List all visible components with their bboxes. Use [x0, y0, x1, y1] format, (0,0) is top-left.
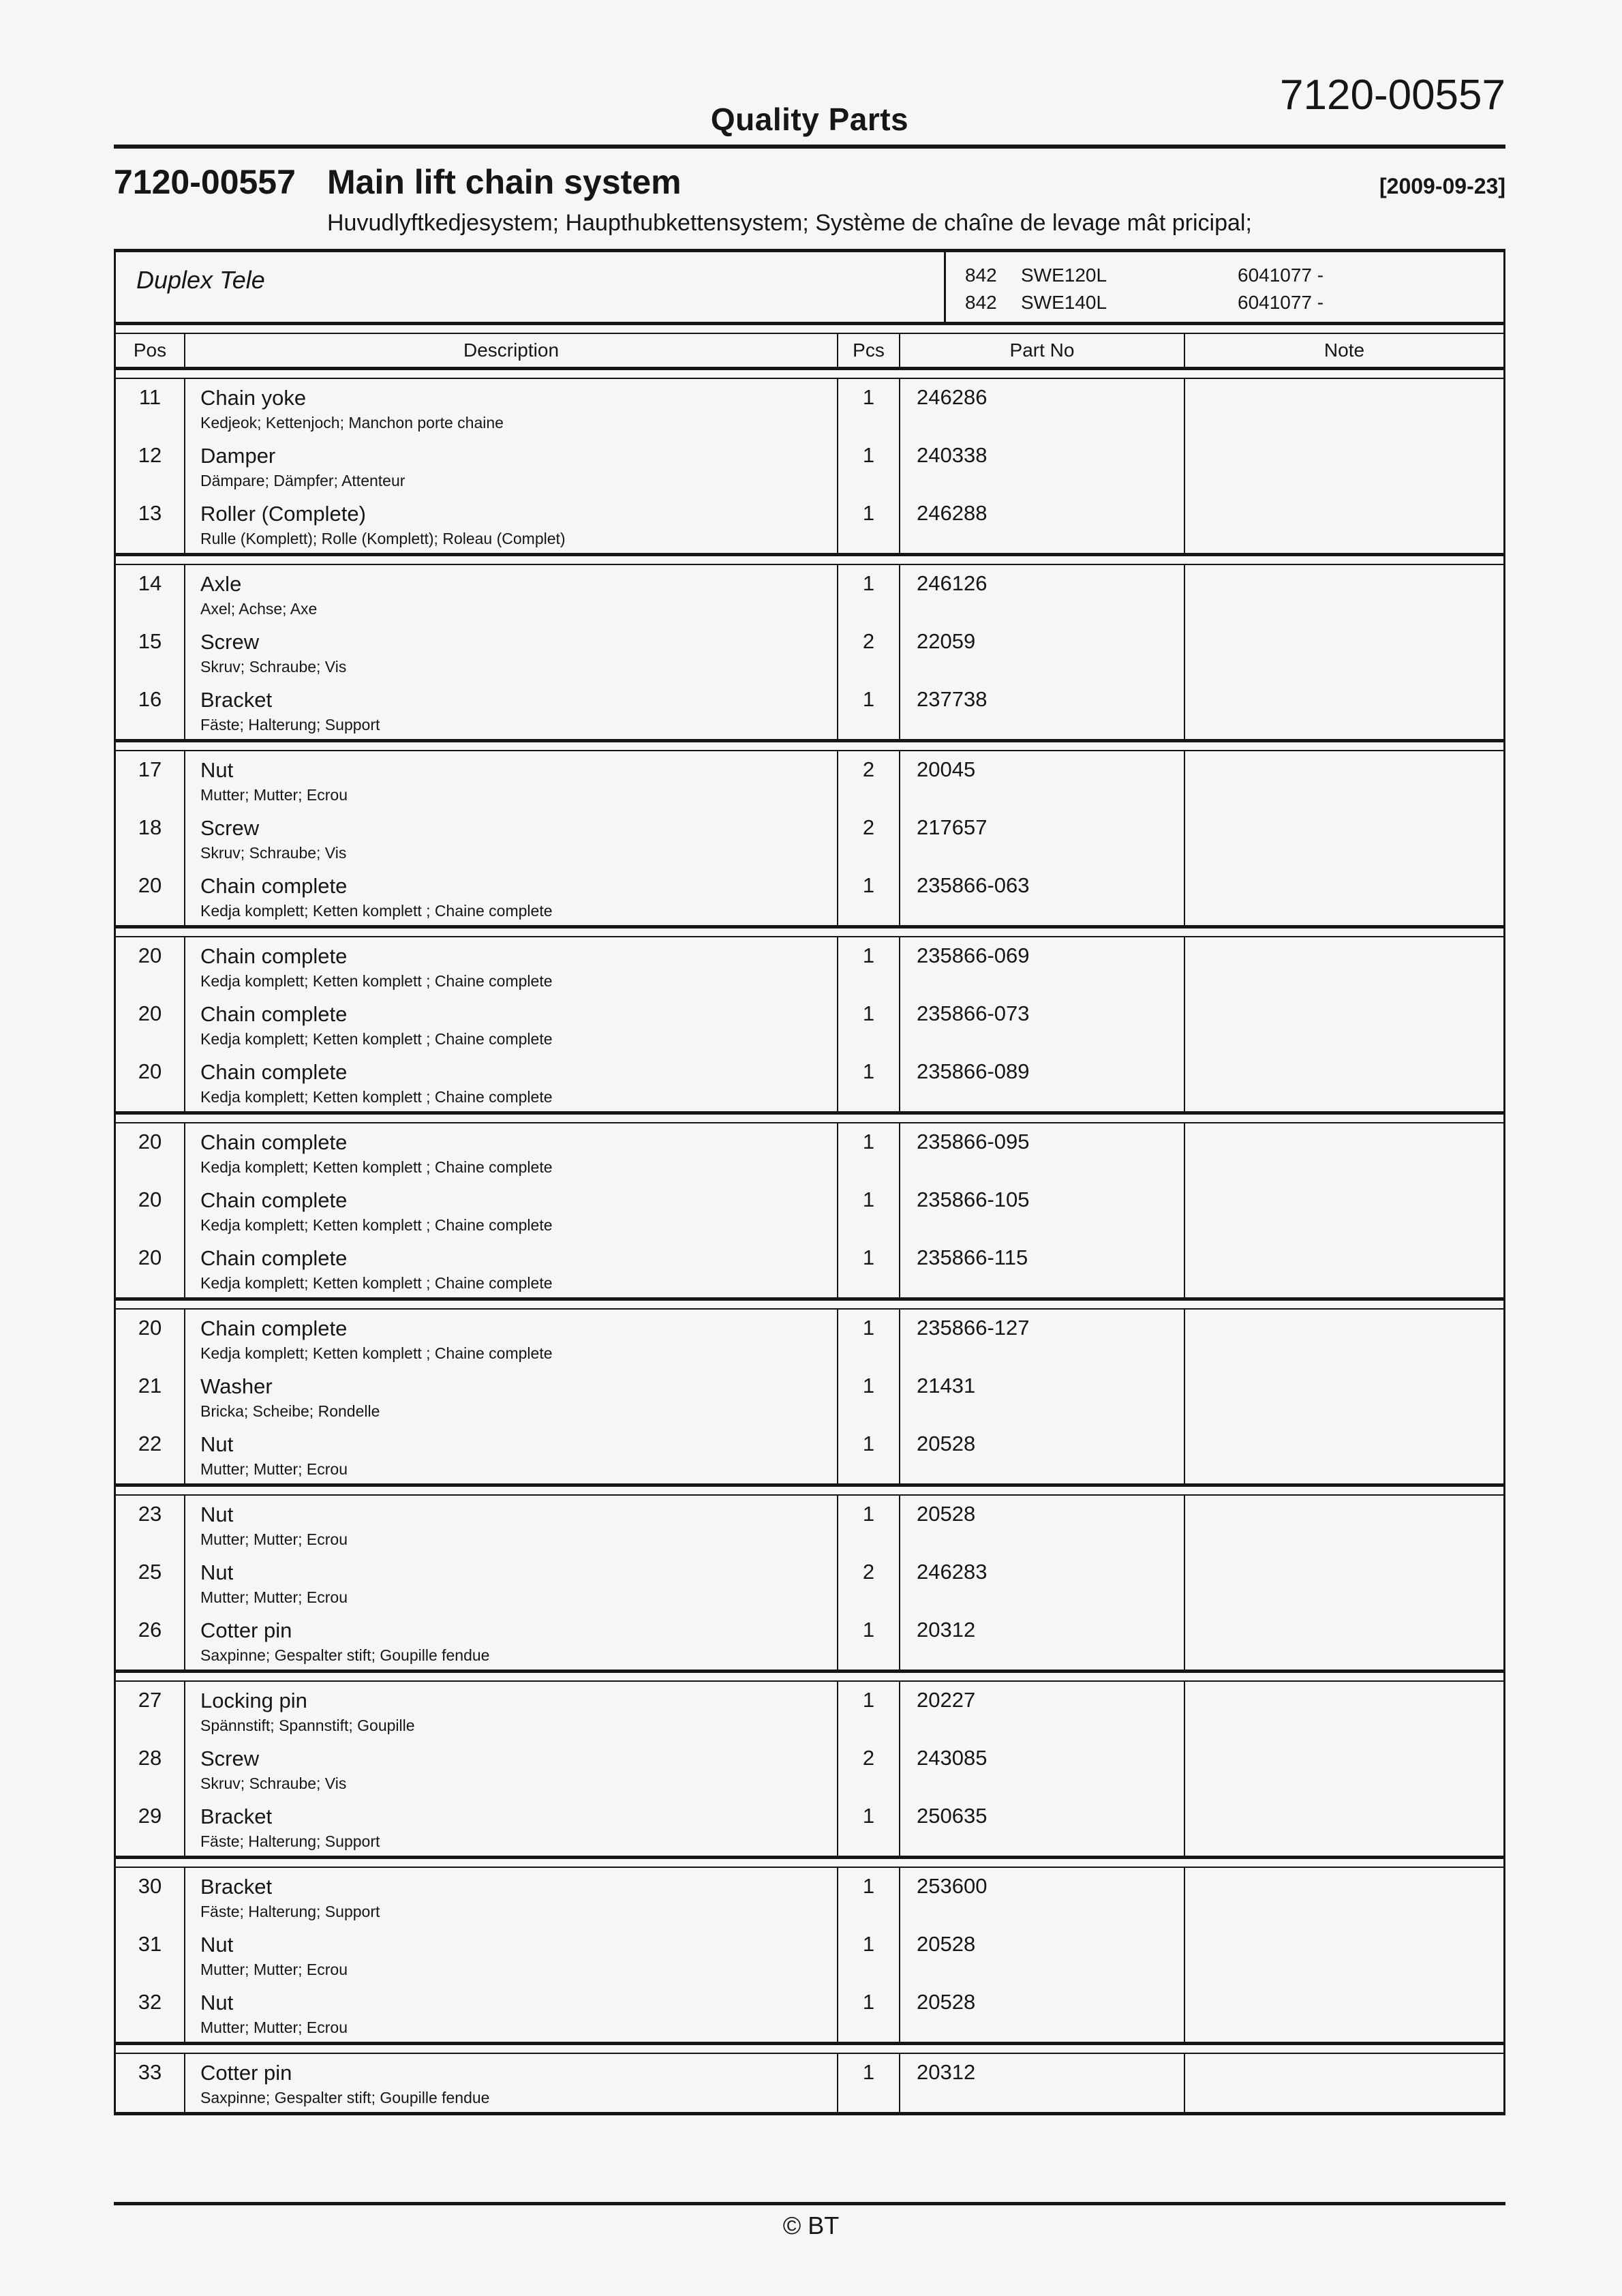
- row-note: [1184, 809, 1503, 867]
- row-title: Nut: [200, 1933, 234, 1957]
- row-pos: 20: [138, 873, 162, 897]
- row-subtitle: Skruv; Schraube; Vis: [200, 1774, 347, 1792]
- row-part: 246286: [899, 379, 1184, 437]
- row-description-cell: [184, 437, 837, 495]
- parts-group: [116, 937, 1503, 1111]
- table-row: [116, 1554, 1503, 1612]
- row-title: Chain complete: [200, 944, 348, 968]
- table-row: [116, 937, 1503, 995]
- variant-serial-range: 6041077 -: [1238, 292, 1324, 313]
- row-title: Bracket: [200, 688, 273, 712]
- table-row: [116, 751, 1503, 809]
- row-pos: 22: [138, 1432, 162, 1455]
- row-pcs: 1: [837, 1868, 899, 1926]
- page-title: Main lift chain system: [327, 163, 682, 201]
- row-pcs: 1: [837, 681, 899, 739]
- row-part: 235866-069: [899, 937, 1184, 995]
- row-part: 240338: [899, 437, 1184, 495]
- row-description-cell: [184, 1798, 837, 1856]
- row-pos: 21: [138, 1374, 162, 1398]
- variant-name: SWE120L: [1021, 265, 1107, 286]
- parts-group: [116, 2054, 1503, 2112]
- row-part: 20312: [899, 2054, 1184, 2112]
- variant-code: 842: [965, 265, 997, 286]
- row-subtitle: Kedja komplett; Ketten komplett ; Chaine complete: [200, 1030, 553, 1048]
- table-row: [116, 1239, 1503, 1297]
- row-part: 235866-089: [899, 1053, 1184, 1111]
- row-pcs: 1: [837, 1181, 899, 1239]
- table-row: [116, 1740, 1503, 1798]
- row-part: 217657: [899, 809, 1184, 867]
- row-subtitle: Saxpinne; Gespalter stift; Goupille fendue: [200, 1646, 490, 1664]
- row-description-cell: [184, 379, 837, 437]
- row-subtitle: Fäste; Halterung; Support: [200, 716, 380, 734]
- row-description-cell: [184, 809, 837, 867]
- row-part: 235866-115: [899, 1239, 1184, 1297]
- row-title: Roller (Complete): [200, 502, 366, 526]
- row-pcs: 1: [837, 2054, 899, 2112]
- row-description-cell: [184, 1239, 837, 1297]
- row-pos: 11: [138, 385, 162, 409]
- row-note: [1184, 1123, 1503, 1181]
- row-subtitle: Kedja komplett; Ketten komplett ; Chaine complete: [200, 1088, 553, 1106]
- row-subtitle: Mutter; Mutter; Ecrou: [200, 786, 348, 804]
- table-row: [116, 1868, 1503, 1926]
- group-separator: [116, 1670, 1503, 1682]
- row-title: Chain complete: [200, 1060, 348, 1084]
- row-title: Chain complete: [200, 1002, 348, 1026]
- column-header-pos: Pos: [133, 339, 167, 361]
- column-header-description: Description: [184, 334, 837, 367]
- table-row: [116, 623, 1503, 681]
- variant-code: 842: [965, 292, 997, 313]
- row-description-cell: [184, 751, 837, 809]
- parts-group: [116, 1310, 1503, 1483]
- brand-title: Quality Parts: [710, 102, 909, 137]
- row-pos: 29: [138, 1804, 162, 1828]
- row-note: [1184, 1368, 1503, 1425]
- row-part: 246283: [899, 1554, 1184, 1612]
- table-row: [116, 867, 1503, 925]
- table-row: [116, 2054, 1503, 2112]
- variant-row: [946, 289, 1503, 316]
- row-pos: 17: [138, 757, 162, 781]
- info-separator: [116, 322, 1503, 334]
- table-row: [116, 1798, 1503, 1856]
- row-part: 235866-073: [899, 995, 1184, 1053]
- row-subtitle: Kedja komplett; Ketten komplett ; Chaine complete: [200, 1274, 553, 1292]
- row-title: Chain yoke: [200, 386, 307, 410]
- parts-group: [116, 1123, 1503, 1297]
- model-info-row: [116, 252, 1503, 322]
- row-pos: 32: [138, 1990, 162, 2014]
- table-row: [116, 1926, 1503, 1984]
- row-part: 20045: [899, 751, 1184, 809]
- row-description-cell: [184, 1612, 837, 1670]
- row-subtitle: Mutter; Mutter; Ecrou: [200, 2019, 348, 2036]
- row-description-cell: [184, 867, 837, 925]
- group-separator: [116, 739, 1503, 751]
- row-title: Chain complete: [200, 1246, 348, 1270]
- row-part: 235866-105: [899, 1181, 1184, 1239]
- row-description-cell: [184, 1926, 837, 1984]
- row-pos: 30: [138, 1874, 162, 1898]
- row-pcs: 1: [837, 1425, 899, 1483]
- row-note: [1184, 1496, 1503, 1554]
- row-subtitle: Dämpare; Dämpfer; Attenteur: [200, 472, 406, 489]
- footer-rule: [114, 2202, 1505, 2205]
- model-variants: [944, 252, 1503, 322]
- parts-group: [116, 1496, 1503, 1670]
- row-note: [1184, 1984, 1503, 2042]
- row-note: [1184, 1310, 1503, 1368]
- row-pcs: 1: [837, 379, 899, 437]
- table-row: [116, 1053, 1503, 1111]
- row-pcs: 2: [837, 1554, 899, 1612]
- row-title: Screw: [200, 816, 260, 840]
- row-pos: 25: [138, 1560, 162, 1584]
- row-subtitle: Kedja komplett; Ketten komplett ; Chaine complete: [200, 902, 553, 920]
- group-separator: [116, 553, 1503, 565]
- row-note: [1184, 1612, 1503, 1670]
- row-part: 246126: [899, 565, 1184, 623]
- row-title: Nut: [200, 1560, 234, 1584]
- row-note: [1184, 1554, 1503, 1612]
- row-subtitle: Kedja komplett; Ketten komplett ; Chaine complete: [200, 1158, 553, 1176]
- row-pos: 20: [138, 1001, 162, 1025]
- row-title: Chain complete: [200, 874, 348, 898]
- row-title: Screw: [200, 630, 260, 654]
- row-pos: 20: [138, 1316, 162, 1340]
- parts-group: [116, 1868, 1503, 2042]
- row-description-cell: [184, 1740, 837, 1798]
- row-part: 20528: [899, 1425, 1184, 1483]
- row-note: [1184, 1181, 1503, 1239]
- row-description-cell: [184, 1868, 837, 1926]
- row-pos: 13: [138, 501, 162, 525]
- column-header-part-no: Part No: [899, 334, 1184, 367]
- row-subtitle: Mutter; Mutter; Ecrou: [200, 1460, 348, 1478]
- row-description-cell: [184, 995, 837, 1053]
- row-title: Nut: [200, 1991, 234, 2014]
- group-separator: [116, 1297, 1503, 1310]
- row-note: [1184, 681, 1503, 739]
- row-description-cell: [184, 565, 837, 623]
- table-row: [116, 1310, 1503, 1368]
- row-note: [1184, 1053, 1503, 1111]
- row-title: Nut: [200, 758, 234, 782]
- row-pcs: 1: [837, 1984, 899, 2042]
- row-part: 235866-127: [899, 1310, 1184, 1368]
- row-description-cell: [184, 1181, 837, 1239]
- row-pcs: 1: [837, 1053, 899, 1111]
- row-pcs: 1: [837, 867, 899, 925]
- row-note: [1184, 2054, 1503, 2112]
- page-subtitle-translations: Huvudlyftkedjesystem; Haupthubkettensystem; Système de chaîne de levage mât pricipal;: [327, 210, 1252, 236]
- row-pcs: 1: [837, 1123, 899, 1181]
- row-subtitle: Bricka; Scheibe; Rondelle: [200, 1402, 380, 1420]
- variant-row: [946, 262, 1503, 289]
- row-note: [1184, 751, 1503, 809]
- row-pos: 20: [138, 1188, 162, 1211]
- row-description-cell: [184, 1554, 837, 1612]
- row-title: Axle: [200, 572, 242, 596]
- row-pcs: 1: [837, 1310, 899, 1368]
- row-subtitle: Fäste; Halterung; Support: [200, 1832, 380, 1850]
- variant-name: SWE140L: [1021, 292, 1107, 313]
- row-description-cell: [184, 1310, 837, 1368]
- row-pos: 18: [138, 815, 162, 839]
- model-name: Duplex Tele: [136, 266, 265, 294]
- row-pcs: 2: [837, 623, 899, 681]
- row-part: 235866-063: [899, 867, 1184, 925]
- row-pos: 23: [138, 1502, 162, 1526]
- row-subtitle: Kedjeok; Kettenjoch; Manchon porte chaine: [200, 414, 504, 432]
- row-note: [1184, 437, 1503, 495]
- table-row: [116, 1123, 1503, 1181]
- table-row: [116, 1682, 1503, 1740]
- row-pcs: 1: [837, 1926, 899, 1984]
- row-part: 20227: [899, 1682, 1184, 1740]
- row-note: [1184, 1740, 1503, 1798]
- row-part: 246288: [899, 495, 1184, 553]
- row-title: Damper: [200, 444, 276, 468]
- row-description-cell: [184, 1053, 837, 1111]
- row-pcs: 1: [837, 1612, 899, 1670]
- parts-group: [116, 379, 1503, 553]
- row-subtitle: Rulle (Komplett); Rolle (Komplett); Roleau (Complet): [200, 530, 566, 547]
- row-pos: 20: [138, 1130, 162, 1153]
- row-subtitle: Mutter; Mutter; Ecrou: [200, 1588, 348, 1606]
- table-row: [116, 809, 1503, 867]
- row-pos: 27: [138, 1688, 162, 1712]
- row-pcs: 1: [837, 937, 899, 995]
- row-description-cell: [184, 1496, 837, 1554]
- row-description-cell: [184, 495, 837, 553]
- doc-number-title: 7120-00557: [114, 163, 296, 201]
- group-separator: [116, 1111, 1503, 1123]
- row-pos: 15: [138, 629, 162, 653]
- table-header-row: [116, 334, 1503, 367]
- column-header-note: Note: [1184, 334, 1503, 367]
- row-title: Chain complete: [200, 1188, 348, 1212]
- row-part: 22059: [899, 623, 1184, 681]
- row-subtitle: Fäste; Halterung; Support: [200, 1903, 380, 1920]
- column-header-pcs: Pcs: [837, 334, 899, 367]
- group-separator: [116, 925, 1503, 937]
- row-title: Chain complete: [200, 1130, 348, 1154]
- row-part: 21431: [899, 1368, 1184, 1425]
- table-row: [116, 379, 1503, 437]
- content-sheet: [114, 0, 1505, 2115]
- row-pcs: 1: [837, 1682, 899, 1740]
- table-row: [116, 437, 1503, 495]
- row-description-cell: [184, 1425, 837, 1483]
- row-note: [1184, 623, 1503, 681]
- row-title: Nut: [200, 1432, 234, 1456]
- parts-group: [116, 565, 1503, 739]
- row-description-cell: [184, 1123, 837, 1181]
- row-description-cell: [184, 937, 837, 995]
- parts-group: [116, 751, 1503, 925]
- row-description-cell: [184, 623, 837, 681]
- row-part: 20312: [899, 1612, 1184, 1670]
- row-part: 20528: [899, 1984, 1184, 2042]
- row-pos: 20: [138, 1059, 162, 1083]
- row-title: Cotter pin: [200, 1618, 292, 1642]
- row-subtitle: Skruv; Schraube; Vis: [200, 658, 347, 676]
- row-note: [1184, 495, 1503, 553]
- row-pos: 33: [138, 2060, 162, 2084]
- row-note: [1184, 1682, 1503, 1740]
- table-row: [116, 565, 1503, 623]
- group-separator: [116, 2042, 1503, 2054]
- row-note: [1184, 1926, 1503, 1984]
- parts-group: [116, 1682, 1503, 1856]
- row-subtitle: Mutter; Mutter; Ecrou: [200, 1961, 348, 1978]
- row-pos: 26: [138, 1618, 162, 1642]
- row-description-cell: [184, 1368, 837, 1425]
- row-pcs: 1: [837, 565, 899, 623]
- row-subtitle: Mutter; Mutter; Ecrou: [200, 1530, 348, 1548]
- row-note: [1184, 565, 1503, 623]
- copyright-notice: © BT: [782, 2211, 840, 2239]
- doc-number-top-right: 7120-00557: [1280, 72, 1505, 119]
- row-title: Screw: [200, 1747, 260, 1770]
- row-title: Washer: [200, 1374, 273, 1398]
- row-pcs: 1: [837, 437, 899, 495]
- header-separator: [116, 367, 1503, 379]
- row-part: 235866-095: [899, 1123, 1184, 1181]
- row-pos: 28: [138, 1746, 162, 1770]
- row-pcs: 1: [837, 1496, 899, 1554]
- row-description-cell: [184, 2054, 837, 2112]
- table-row: [116, 1181, 1503, 1239]
- table-row: [116, 1496, 1503, 1554]
- row-title: Nut: [200, 1502, 234, 1526]
- row-subtitle: Axel; Achse; Axe: [200, 600, 318, 618]
- header-rule: [114, 145, 1505, 149]
- row-note: [1184, 379, 1503, 437]
- table-row: [116, 681, 1503, 739]
- row-pcs: 1: [837, 1368, 899, 1425]
- group-separator: [116, 1856, 1503, 1868]
- row-pcs: 2: [837, 751, 899, 809]
- table-row: [116, 495, 1503, 553]
- row-pos: 12: [138, 443, 162, 467]
- row-part: 253600: [899, 1868, 1184, 1926]
- row-pos: 14: [138, 571, 162, 595]
- row-part: 20528: [899, 1496, 1184, 1554]
- row-description-cell: [184, 681, 837, 739]
- row-description-cell: [184, 1682, 837, 1740]
- row-part: 20528: [899, 1926, 1184, 1984]
- row-pcs: 1: [837, 495, 899, 553]
- row-pos: 20: [138, 943, 162, 967]
- row-pcs: 1: [837, 1798, 899, 1856]
- row-title: Bracket: [200, 1804, 273, 1828]
- row-pos: 16: [138, 687, 162, 711]
- row-pcs: 1: [837, 1239, 899, 1297]
- parts-table: [114, 249, 1505, 2115]
- row-note: [1184, 937, 1503, 995]
- row-note: [1184, 1868, 1503, 1926]
- row-title: Locking pin: [200, 1689, 307, 1712]
- table-row: [116, 995, 1503, 1053]
- row-note: [1184, 1425, 1503, 1483]
- row-description-cell: [184, 1984, 837, 2042]
- row-subtitle: Kedja komplett; Ketten komplett ; Chaine complete: [200, 972, 553, 990]
- revision-date: [2009-09-23]: [1379, 174, 1505, 198]
- row-note: [1184, 867, 1503, 925]
- row-subtitle: Skruv; Schraube; Vis: [200, 844, 347, 862]
- variant-serial-range: 6041077 -: [1238, 265, 1324, 286]
- row-pcs: 1: [837, 995, 899, 1053]
- row-subtitle: Spännstift; Spannstift; Goupille: [200, 1717, 415, 1734]
- row-pos: 20: [138, 1245, 162, 1269]
- table-body: [116, 379, 1503, 2112]
- row-subtitle: Kedja komplett; Ketten komplett ; Chaine complete: [200, 1344, 553, 1362]
- table-row: [116, 1425, 1503, 1483]
- row-title: Cotter pin: [200, 2061, 292, 2085]
- row-title: Bracket: [200, 1875, 273, 1899]
- row-note: [1184, 1798, 1503, 1856]
- table-row: [116, 1612, 1503, 1670]
- table-row: [116, 1984, 1503, 2042]
- row-title: Chain complete: [200, 1316, 348, 1340]
- row-note: [1184, 995, 1503, 1053]
- row-pcs: 2: [837, 1740, 899, 1798]
- row-part: 243085: [899, 1740, 1184, 1798]
- group-separator: [116, 1483, 1503, 1496]
- row-pcs: 2: [837, 809, 899, 867]
- row-note: [1184, 1239, 1503, 1297]
- row-part: 237738: [899, 681, 1184, 739]
- table-row: [116, 1368, 1503, 1425]
- row-subtitle: Saxpinne; Gespalter stift; Goupille fendue: [200, 2089, 490, 2106]
- row-subtitle: Kedja komplett; Ketten komplett ; Chaine complete: [200, 1216, 553, 1234]
- row-part: 250635: [899, 1798, 1184, 1856]
- title-row: [114, 162, 1505, 202]
- row-pos: 31: [138, 1932, 162, 1956]
